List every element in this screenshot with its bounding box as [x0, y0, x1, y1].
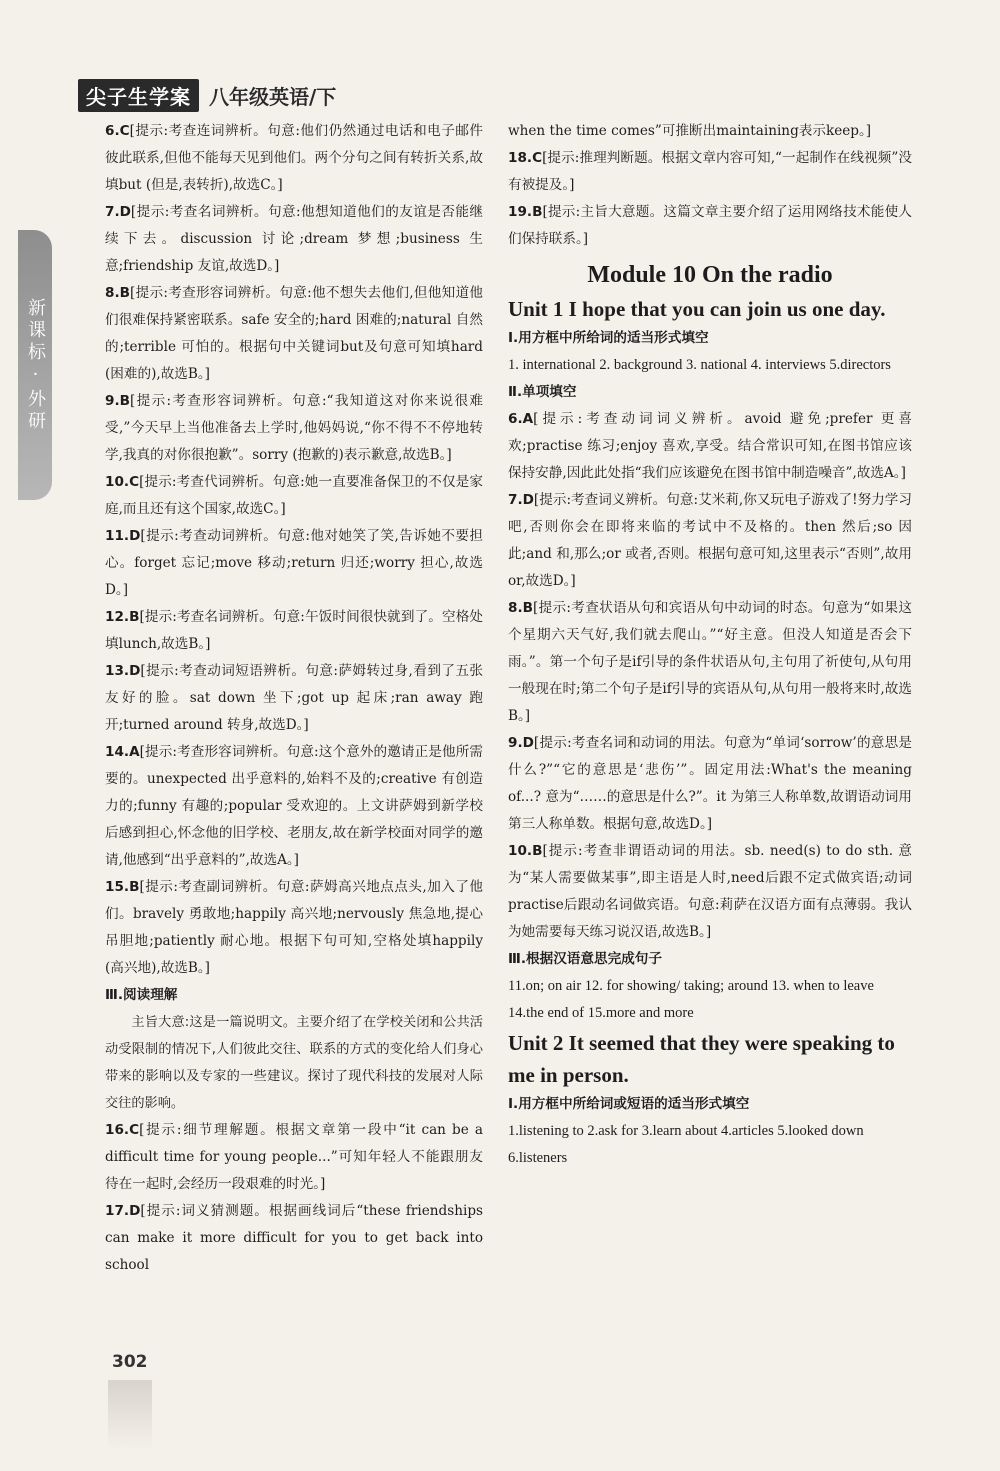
answer-item: [105, 1198, 483, 1279]
page-header: [78, 80, 336, 110]
answer-item: [105, 280, 483, 388]
answer-explanation: [提示:推理判断题。根据文章内容可知,“一起制作在线视频”没有被提及。]: [508, 150, 912, 193]
answer-number: 9.B: [105, 393, 130, 409]
answer-item: [105, 874, 483, 982]
answer-explanation: [提示:考查动词辨析。句意:他对她笑了笑,告诉她不要担心。forget 忘记;move 移动;return 归还;worry 担心,故选D。]: [105, 528, 483, 598]
answer-explanation: [提示:考查形容词辨析。句意:“我知道这对你来说很难受,”今天早上当他准备去上学时,他妈妈说,“你不得不不停地转学,我真的对你很抱歉”。sorry (抱歉的)表示歉意,故选B。]: [105, 393, 483, 463]
answer-number: 8.B: [105, 285, 130, 301]
answer-number: 19.B: [508, 204, 543, 220]
answer-number: 6.C: [105, 123, 130, 139]
answer-item: [105, 118, 483, 199]
answer-item: [105, 658, 483, 739]
answer-item: [508, 838, 912, 946]
answer-number: 10.C: [105, 474, 140, 490]
u1-section3-title: Ⅲ.根据汉语意思完成句子: [508, 951, 662, 967]
unit1-title: Unit 1 I hope that you can join us one day.: [508, 297, 886, 321]
book-subtitle: 八年级英语/下: [209, 84, 337, 109]
u2-section1-title: Ⅰ.用方框中所给词或短语的适当形式填空: [508, 1096, 750, 1112]
answer-item: [508, 145, 912, 199]
answer-number: 7.D: [105, 204, 131, 220]
answer-number: 7.D: [508, 492, 534, 508]
answer-explanation: [提示:词义猜测题。根据画线词后“these friendships can make it more difficult for you to get back into school: [105, 1203, 483, 1273]
answer-item: [105, 739, 483, 874]
answer-explanation: [提示:考查状语从句和宾语从句中动词的时态。句意为“如果这个星期六天气好,我们就去爬山。”“好主意。但没人知道是否会下雨。”。第一个句子是if引导的条件状语从句,主句用了祈使句,从句用一般现在时;第二个句子是if引导的宾语从句,从句用一般将来时,故选B。]: [508, 600, 912, 724]
page-number: 302: [112, 1352, 148, 1372]
brand-logo: 尖子生学案: [78, 79, 199, 112]
module-title: Module 10 On the radio: [587, 262, 833, 288]
answer-explanation: [提示:考查形容词辨析。句意:这个意外的邀请正是他所需要的。unexpected 出乎意料的,始料不及的;creative 有创造力的;funny 有趣的;popular 受欢迎的。上文讲萨姆到新学校后感到担心,怀念他的旧学校、老朋友,故在新学校面对同学的邀请,他感到“出乎意料的”,故选A。]: [105, 744, 483, 868]
answer-number: 17.D: [105, 1203, 141, 1219]
page-number-strip: [108, 1380, 152, 1450]
answer-item: [105, 1117, 483, 1198]
answer-item: [105, 388, 483, 469]
answer-number: 18.C: [508, 150, 543, 166]
answer-number: 6.A: [508, 411, 534, 427]
answer-explanation: when the time comes”可推断出maintaining表示keep。]: [508, 123, 872, 139]
right-column: [508, 118, 912, 1172]
answer-number: 13.D: [105, 663, 141, 679]
answer-explanation: [提示:考查名词辨析。句意:午饭时间很快就到了。空格处填lunch,故选B。]: [105, 609, 483, 652]
main-idea: 主旨大意:这是一篇说明文。主要介绍了在学校关闭和公共活动受限制的情况下,人们彼此交往、联系的方式的变化给人们身心带来的影响以及专家的一些建议。探讨了现代科技的发展对人际交往的影响。: [105, 1015, 483, 1111]
answer-item: [508, 595, 912, 730]
section-reading-title: Ⅲ.阅读理解: [105, 987, 178, 1003]
u1-answers3: 11.on; on air 12. for showing/ taking; around 13. when to leave 14.the end of 15.more and more: [508, 978, 874, 1021]
answer-number: 15.B: [105, 879, 140, 895]
answer-number: 14.A: [105, 744, 140, 760]
answer-explanation: [提示:考查副词辨析。句意:萨姆高兴地点点头,加入了他们。bravely 勇敢地;happily 高兴地;nervously 焦急地,提心吊胆地;patiently 耐心地。根据下句可知,空格处填happily (高兴地),故选B。]: [105, 879, 483, 976]
answer-number: 16.C: [105, 1122, 140, 1138]
answer-item: [105, 469, 483, 523]
answer-number: 10.B: [508, 843, 543, 859]
left-column: [105, 118, 483, 1279]
answer-explanation: [提示:考查词义辨析。句意:艾米莉,你又玩电子游戏了!努力学习吧,否则你会在即将来临的考试中不及格的。then 然后;so 因此;and 和,那么;or 或者,否则。根据句意可知,这里表示“否则”,故用or,故选D。]: [508, 492, 912, 589]
answer-item: [508, 406, 912, 487]
answer-item: [508, 487, 912, 595]
answer-item: [508, 199, 912, 253]
answer-item: [105, 199, 483, 280]
answer-explanation: [提示:考查名词辨析。句意:他想知道他们的友谊是否能继续下去。discussion 讨论;dream 梦想;business 生意;friendship 友谊,故选D。]: [105, 204, 483, 274]
answer-item: [105, 523, 483, 604]
answer-explanation: [提示:考查非谓语动词的用法。sb. need(s) to do sth. 意为“某人需要做某事”,即主语是人时,need后跟不定式做宾语;动词practise后跟动名词做宾语。句意:莉萨在汉语方面有点薄弱。我认为她需要每天练习说汉语,故选B。]: [508, 843, 912, 940]
answer-explanation: [提示:考查名词和动词的用法。句意为“单词‘sorrow’的意思是什么?”“它的意思是‘悲伤’”。固定用法:What's the meaning of...? 意为“……的意思是什么?”。it 为第三人称单数,故谓语动词用第三人称单数。根据句意,故选D。]: [508, 735, 912, 832]
unit2-title: Unit 2 It seemed that they were speaking to me in person.: [508, 1031, 895, 1087]
answer-item: [105, 604, 483, 658]
answer-number: 12.B: [105, 609, 140, 625]
answer-explanation: [提示:考查形容词辨析。句意:他不想失去他们,但他知道他们很难保持紧密联系。safe 安全的;hard 困难的;natural 自然的;terrible 可怕的。根据句中关键词but及句意可知填hard (困难的),故选B。]: [105, 285, 483, 382]
answer-item: [508, 730, 912, 838]
answer-explanation: [提示:考查代词辨析。句意:她一直要准备保卫的不仅是家庭,而且还有这个国家,故选C。]: [105, 474, 483, 517]
u1-section2-title: Ⅱ.单项填空: [508, 384, 577, 400]
side-tab: 新课标·外研: [18, 230, 52, 500]
answer-item: [508, 118, 912, 145]
answer-number: 11.D: [105, 528, 141, 544]
answer-explanation: [提示:考查动词词义辨析。avoid 避免;prefer 更喜欢;practise 练习;enjoy 喜欢,享受。结合常识可知,在图书馆应该保持安静,因此此处指“我们应该避免在图书馆中制造噪音”,故选A。]: [508, 411, 912, 481]
u2-answers1: 1.listening to 2.ask for 3.learn about 4.articles 5.looked down 6.listeners: [508, 1123, 864, 1166]
u1-section1-title: Ⅰ.用方框中所给词的适当形式填空: [508, 330, 709, 346]
u1-answers1: 1. international 2. background 3. national 4. interviews 5.directors: [508, 357, 891, 373]
answer-explanation: [提示:考查连词辨析。句意:他们仍然通过电话和电子邮件彼此联系,但他不能每天见到他们。两个分句之间有转折关系,故填but (但是,表转折),故选C。]: [105, 123, 483, 193]
answer-explanation: [提示:细节理解题。根据文章第一段中“it can be a difficult time for young people...”可知年轻人不能跟朋友待在一起时,会经历一段艰难的时光。]: [105, 1122, 483, 1192]
answer-explanation: [提示:主旨大意题。这篇文章主要介绍了运用网络技术能使人们保持联系。]: [508, 204, 912, 247]
answer-number: 8.B: [508, 600, 533, 616]
answer-explanation: [提示:考查动词短语辨析。句意:萨姆转过身,看到了五张友好的脸。sat down 坐下;got up 起床;ran away 跑开;turned around 转身,故选D。]: [105, 663, 483, 733]
answer-number: 9.D: [508, 735, 534, 751]
